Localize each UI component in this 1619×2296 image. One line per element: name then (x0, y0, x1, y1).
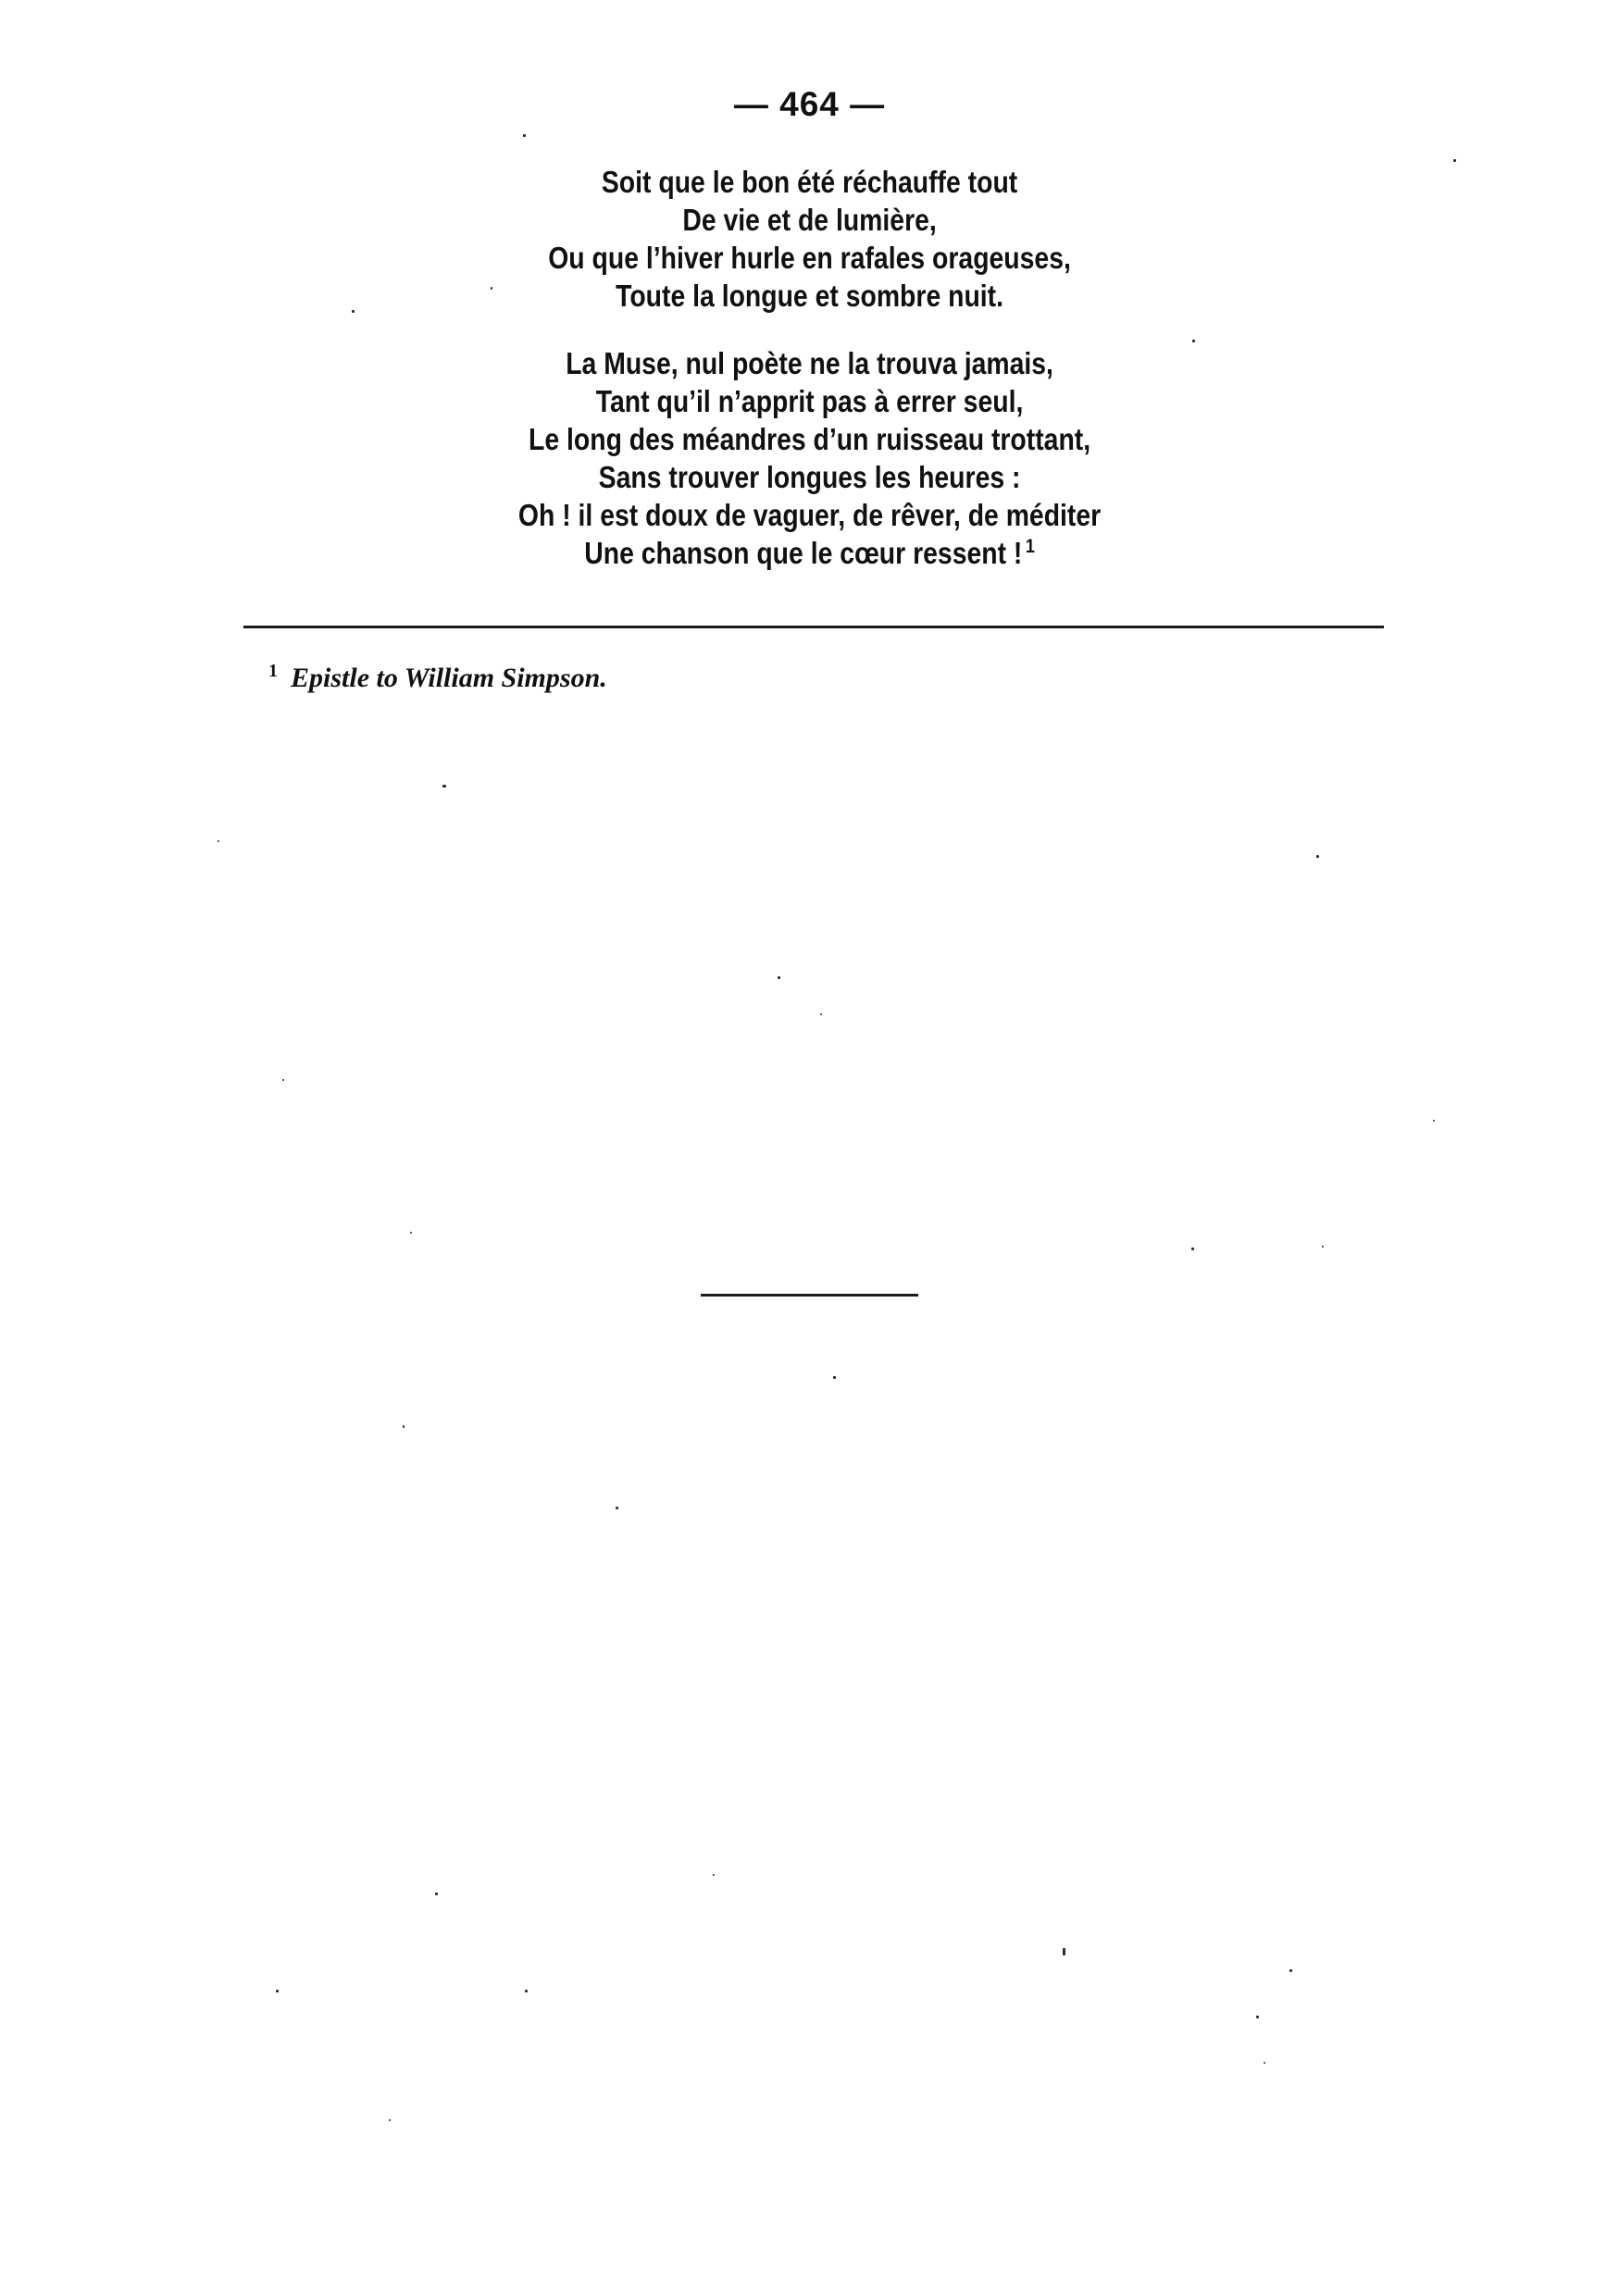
footnote-separator-rule (243, 626, 1384, 628)
footnote-mark: 1 (268, 661, 278, 681)
scan-speck (491, 287, 492, 290)
page-number: — 464 — (733, 85, 886, 123)
footnote-text: Epistle to William Simpson. (291, 663, 607, 693)
poem-line: Le long des méandres d’un ruisseau trottant, (529, 422, 1091, 456)
scan-speck (820, 1013, 822, 1015)
poem-line: Ou que l’hiver hurle en rafales orageuses, (548, 241, 1071, 275)
end-of-text-rule (701, 1294, 918, 1297)
poem-line: De vie et de lumière, (682, 203, 937, 237)
poem-line: Tant qu’il n’apprit pas à errer seul, (595, 384, 1024, 418)
scan-speck (1322, 1246, 1324, 1247)
scan-speck (352, 310, 355, 313)
poem-stanza-1 (114, 163, 1506, 315)
scan-speck (1256, 2016, 1259, 2018)
scan-speck (1289, 1969, 1292, 1972)
scan-speck (1264, 2062, 1265, 2064)
scan-speck (713, 1874, 715, 1876)
scan-speck (525, 1990, 528, 1992)
scan-speck (218, 840, 219, 842)
scan-speck (282, 1079, 284, 1081)
scan-speck (410, 1232, 412, 1234)
poem-line: Sans trouver longues les heures : (598, 460, 1021, 494)
poem-last-line (114, 534, 1506, 572)
scan-speck (1191, 1247, 1194, 1250)
scan-speck (1316, 855, 1319, 858)
scan-speck (778, 976, 780, 979)
scan-speck (1192, 340, 1195, 342)
footnote (268, 663, 607, 694)
poem-line: Toute la longue et sombre nuit. (616, 279, 1004, 313)
scan-speck (1063, 1948, 1065, 1955)
scan-speck (403, 1425, 405, 1428)
scan-speck (523, 134, 526, 137)
scan-speck (833, 1376, 836, 1379)
poem-line: Oh ! il est doux de vaguer, de rêver, de méditer (517, 498, 1102, 532)
poem (114, 163, 1506, 572)
scan-speck (435, 1893, 438, 1895)
scan-speck (616, 1507, 618, 1509)
scan-speck (442, 785, 446, 788)
poem-line: Soit que le bon été réchauffe tout (601, 165, 1018, 199)
scan-speck (389, 2119, 391, 2121)
scan-speck (276, 1990, 279, 1992)
footnote-reference[interactable]: 1 (1025, 536, 1035, 557)
poem-line-text: Une chanson que le cœur ressent ! (584, 536, 1023, 570)
scan-speck (1433, 1120, 1435, 1122)
poem-stanza-2 (114, 344, 1506, 572)
poem-line: La Muse, nul poète ne la trouva jamais, (566, 346, 1053, 380)
scan-speck (1453, 159, 1456, 162)
